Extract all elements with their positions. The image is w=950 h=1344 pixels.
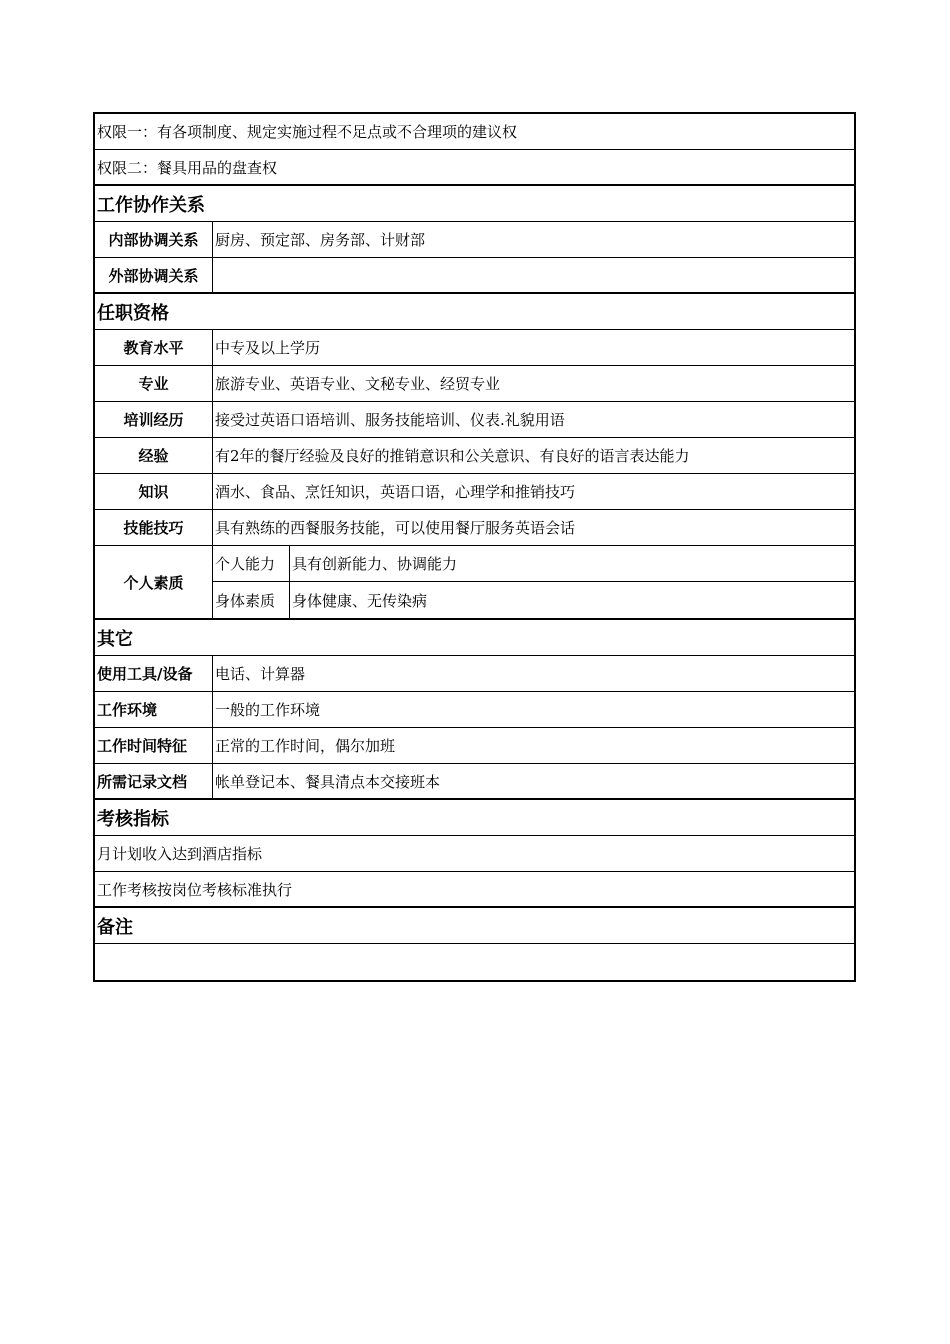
- row-label: 技能技巧: [95, 510, 213, 545]
- row-value: [213, 258, 854, 292]
- table-row: [95, 872, 854, 908]
- row-value: 有2年的餐厅经验及良好的推销意识和公关意识、有良好的语言表达能力: [215, 447, 690, 465]
- row-value: 中专及以上学历: [215, 339, 321, 357]
- section-title: 任职资格: [97, 302, 169, 324]
- row-label: 个人素质: [95, 546, 213, 618]
- notes-row: [95, 944, 854, 980]
- section-header-qualification: [95, 294, 854, 330]
- table-row: [95, 366, 854, 402]
- table-row: [95, 222, 854, 258]
- row-label: 工作环境: [95, 692, 213, 727]
- row-value: 厨房、预定部、房务部、计财部: [215, 231, 426, 249]
- job-description-table: [93, 112, 856, 982]
- section-header-other: [95, 620, 854, 656]
- row-value: 具有熟练的西餐服务技能，可以使用餐厅服务英语会话: [215, 519, 576, 537]
- row-label: 外部协调关系: [95, 258, 213, 292]
- table-row: [95, 438, 854, 474]
- table-row: [213, 546, 854, 582]
- table-row: [213, 582, 854, 618]
- personal-quality-items: [213, 546, 854, 618]
- row-label: 所需记录文档: [95, 764, 213, 798]
- row-label: 使用工具/设备: [95, 656, 213, 691]
- section-title: 工作协作关系: [97, 194, 205, 216]
- table-row: [95, 692, 854, 728]
- authority-row: [95, 114, 854, 150]
- section-header-cooperation: [95, 186, 854, 222]
- authority-1: 权限一：有各项制度、规定实施过程不足点或不合理项的建议权: [97, 123, 518, 141]
- table-row: [95, 836, 854, 872]
- table-row: [95, 402, 854, 438]
- row-value: 酒水、食品、烹饪知识，英语口语，心理学和推销技巧: [215, 483, 576, 501]
- table-row: [95, 330, 854, 366]
- table-row: [95, 764, 854, 800]
- sub-value: 身体健康、无传染病: [292, 591, 428, 610]
- section-header-assessment: [95, 800, 854, 836]
- row-value: 旅游专业、英语专业、文秘专业、经贸专业: [215, 375, 501, 393]
- row-value: 帐单登记本、餐具清点本交接班本: [215, 772, 441, 791]
- table-row: [95, 656, 854, 692]
- sub-label: 个人能力: [213, 546, 290, 581]
- authority-2: 权限二：餐具用品的盘查权: [97, 158, 278, 177]
- authority-row: [95, 150, 854, 186]
- personal-quality-block: [95, 546, 854, 620]
- row-label: 培训经历: [95, 402, 213, 437]
- notes-value: [95, 944, 854, 980]
- table-row: [95, 728, 854, 764]
- assessment-item: 月计划收入达到酒店指标: [97, 845, 263, 863]
- row-label: 工作时间特征: [95, 728, 213, 763]
- section-title: 考核指标: [97, 808, 169, 830]
- row-label: 专业: [95, 366, 213, 401]
- sub-label: 身体素质: [213, 582, 290, 618]
- row-value: 接受过英语口语培训、服务技能培训、仪表.礼貌用语: [215, 411, 565, 429]
- sub-value: 具有创新能力、协调能力: [292, 555, 458, 573]
- section-title: 其它: [97, 628, 133, 650]
- table-row: [95, 474, 854, 510]
- row-value: 一般的工作环境: [215, 701, 321, 719]
- section-title: 备注: [97, 916, 133, 938]
- row-label: 知识: [95, 474, 213, 509]
- section-header-notes: [95, 908, 854, 944]
- assessment-item: 工作考核按岗位考核标准执行: [97, 880, 293, 899]
- row-value: 电话、计算器: [215, 665, 306, 683]
- table-row: [95, 258, 854, 294]
- table-row: [95, 510, 854, 546]
- row-label: 经验: [95, 438, 213, 473]
- row-label: 内部协调关系: [95, 222, 213, 257]
- row-value: 正常的工作时间，偶尔加班: [215, 737, 396, 755]
- row-label: 教育水平: [95, 330, 213, 365]
